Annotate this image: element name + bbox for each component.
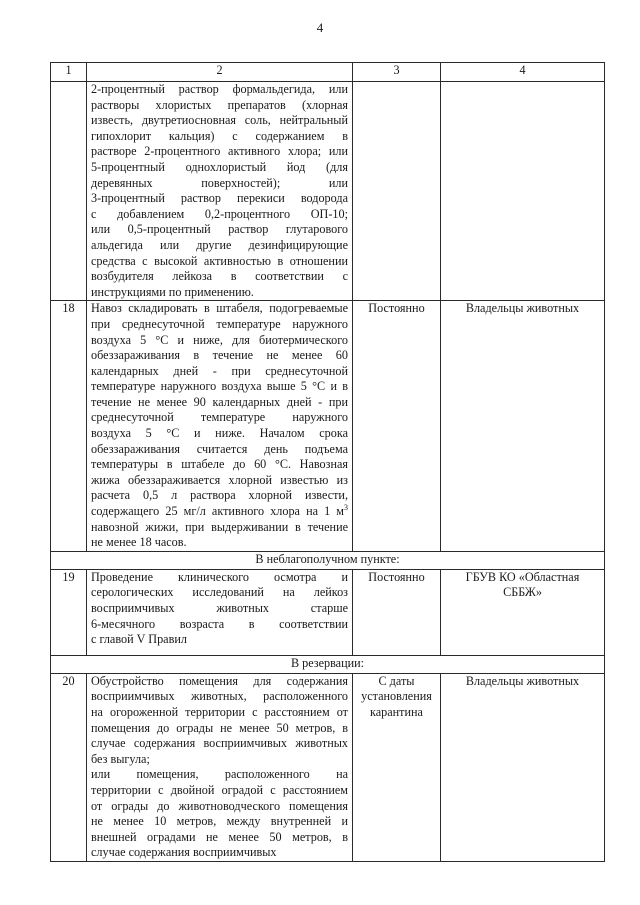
desc-line: календарных дней - при среднесуточной: [91, 363, 348, 378]
desc-line: или 0,5-процентный раствор глутарового: [91, 222, 348, 237]
desc-line: инструкциями по применению.: [91, 284, 254, 299]
term-line: С даты: [378, 673, 415, 688]
desc-line: гипохлорит кальция) с содержанием в: [91, 128, 348, 143]
column-number-3: 3: [353, 63, 441, 82]
desc-line: с главой V Правил: [91, 632, 187, 647]
desc-line: растворы хлористых препаратов (хлорная: [91, 97, 348, 112]
column-number-2: 2: [87, 63, 353, 82]
desc-line: известь, двутретиосновная соль, нейтральный: [91, 113, 348, 128]
desc-line: с добавлением 0,2-процентного ОП-10;: [91, 206, 348, 221]
measure-description: [87, 673, 353, 861]
responsible-line: СББЖ»: [503, 585, 542, 600]
responsible-line: ГБУВ КО «Областная: [465, 569, 580, 584]
desc-line: воздуха 5 °С и ниже, для биотермического: [91, 332, 348, 347]
table-row-18: [51, 301, 605, 552]
desc-line: температуры в штабеле до 60 °С. Навозная: [91, 457, 348, 472]
responsible-cell: [441, 569, 605, 655]
column-number-4: 4: [441, 63, 605, 82]
desc-line: случае содержания восприимчивых животных: [91, 736, 348, 751]
section-title: В неблагополучном пункте:: [51, 551, 605, 569]
term-line: карантина: [370, 705, 423, 719]
desc-line: не менее 18 часов.: [91, 535, 187, 550]
page-number: 4: [316, 20, 324, 35]
column-number-row: [51, 63, 605, 82]
superscript: 3: [344, 502, 348, 512]
desc-line: обеззараживания считается день подъема: [91, 441, 348, 456]
desc-line: расчета 0,5 л раствора хлорной извести,: [91, 488, 348, 503]
desc-line-text: содержащего 25 мг/л активного хлора на 1 м: [91, 504, 344, 519]
term-cell: [353, 673, 441, 861]
row-number: 19: [51, 569, 87, 655]
desc-line: Навоз складировать в штабеля, подогреваемые: [91, 301, 348, 316]
term-cell: Постоянно: [353, 301, 441, 552]
desc-line: растворе 2-процентного активного хлора; или: [91, 144, 348, 159]
desc-line: Проведение клинического осмотра и: [91, 569, 348, 584]
table-row-continuation: [51, 82, 605, 301]
measure-description: [87, 569, 353, 655]
section-title: В резервации:: [51, 655, 605, 673]
desc-line: Обустройство помещения для содержания: [91, 673, 348, 688]
term-line: установления: [361, 689, 432, 704]
desc-line: случае содержания восприимчивых: [91, 845, 277, 860]
desc-line: не менее 10 метров, между внутренней и: [91, 814, 348, 829]
desc-line: средства с высокой активностью в отношении: [91, 253, 348, 268]
desc-line: альдегида или другие дезинфицирующие: [91, 237, 348, 252]
desc-line: восприимчивых животных, расположенного: [91, 689, 348, 704]
desc-line: без выгула;: [91, 751, 150, 766]
responsible-cell: Владельцы животных: [441, 301, 605, 552]
desc-line: серологических исследований на лейкоз: [91, 585, 348, 600]
desc-line: при среднесуточной температуре наружного: [91, 316, 348, 331]
row-number: 18: [51, 301, 87, 552]
section-row-reservation: [51, 655, 605, 673]
desc-line: воздуха 5 °С и ниже. Началом срока: [91, 426, 348, 441]
desc-line: жижа обеззараживается хлорной известью из: [91, 472, 348, 487]
row-number-cell: [51, 82, 87, 301]
measure-description: [87, 301, 353, 552]
desc-line: среднесуточной температуре наружного: [91, 410, 348, 425]
measure-description: [87, 82, 353, 301]
section-row-unfavorable: [51, 551, 605, 569]
desc-line: деревянных поверхностей); или: [91, 175, 348, 190]
desc-line: 3-процентный раствор перекиси водорода: [91, 191, 348, 206]
desc-line: навозной жижи, при выдерживании в течение: [91, 519, 348, 534]
desc-line: территории с двойной оградой с расстоянием: [91, 782, 348, 797]
term-cell: Постоянно: [353, 569, 441, 655]
responsible-cell: [441, 82, 605, 301]
term-cell: [353, 82, 441, 301]
desc-line: температуре наружного воздуха выше 5 °С и в: [91, 379, 348, 394]
desc-line: помещения до ограды не менее 50 метров, в: [91, 720, 348, 735]
desc-line: внешней оградами не менее 50 метров, в: [91, 829, 348, 844]
desc-line-with-superscript: [91, 504, 348, 520]
desc-line: 5-процентный однохлористый йод (для: [91, 159, 348, 174]
table-row-20: [51, 673, 605, 861]
table-row-19: [51, 569, 605, 655]
measures-table: [50, 62, 605, 862]
desc-line: возбудителя лейкоза в соответствии с: [91, 269, 348, 284]
desc-line: 6-месячного возраста в соответствии: [91, 616, 348, 631]
desc-line: 2-процентный раствор формальдегида, или: [91, 82, 348, 96]
desc-line: обеззараживания в течение не менее 60: [91, 348, 348, 363]
responsible-cell: Владельцы животных: [441, 673, 605, 861]
desc-line: течение не менее 90 календарных дней - при: [91, 394, 348, 409]
desc-line: на огороженной территории с расстоянием от: [91, 705, 348, 719]
row-number: 20: [51, 673, 87, 861]
desc-line: восприимчивых животных старше: [91, 601, 348, 615]
desc-line: от ограды до животноводческого помещения: [91, 798, 348, 813]
column-number-1: 1: [51, 63, 87, 82]
desc-line: или помещения, расположенного на: [91, 767, 348, 782]
